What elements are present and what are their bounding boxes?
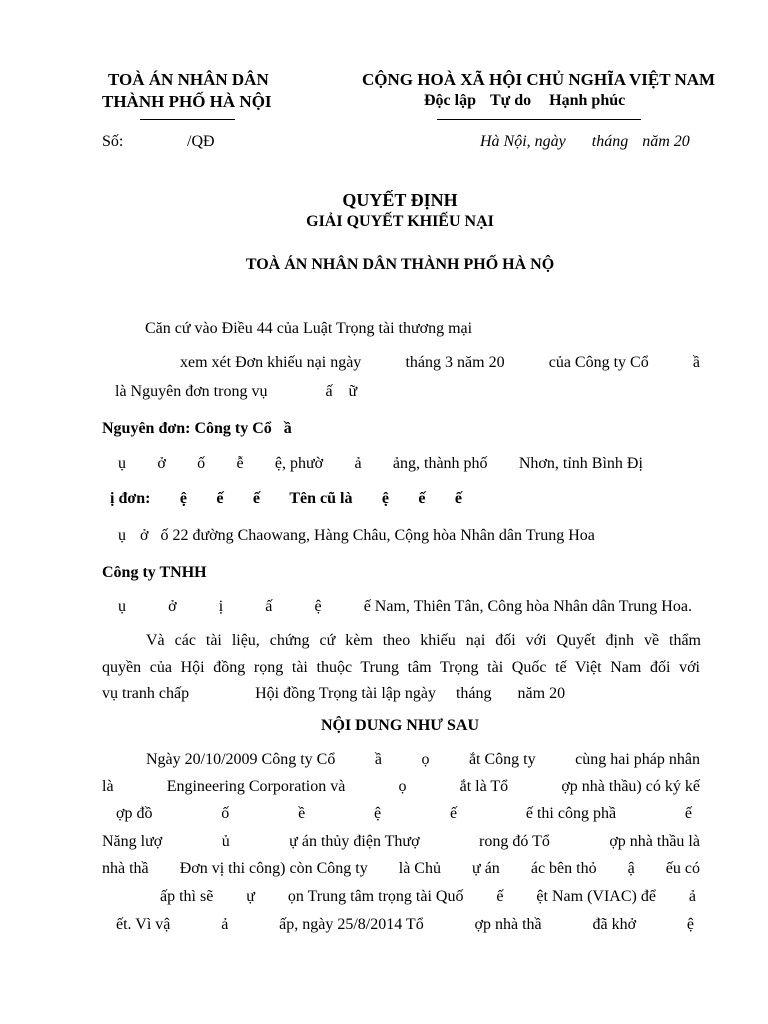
document-subtitle: GIẢI QUYẾT KHIẾU NẠI (306, 213, 494, 230)
complaint-consideration-line (180, 354, 700, 372)
text-part: Năng lượ (102, 833, 163, 850)
motto-part: Tự do (490, 92, 532, 109)
text-part: ệ (381, 490, 389, 507)
text-part: ầ (283, 420, 292, 437)
text-part: ếu có (665, 860, 700, 877)
text-part: ế (684, 805, 692, 822)
text-part: của Công ty Cổ (548, 354, 649, 371)
text-part: nhà thầ (102, 860, 149, 877)
documents-paragraph-line1: Và các tài liệu, chứng cứ kèm theo khiếu nại đối với Quyết định về thẩm (146, 632, 701, 649)
legal-basis: Căn cứ vào Điều 44 của Luật Trọng tài thương mại (145, 320, 473, 337)
text-part: là Chủ (398, 860, 441, 877)
court-name-line1: TOÀ ÁN NHÂN DÂN (108, 70, 269, 89)
text-part: ắt là Tổ (459, 778, 509, 795)
text-part: ế (454, 490, 462, 507)
text-part: là Nguyên đơn trong vụ (115, 383, 268, 400)
text-part: ác bên thỏ (530, 860, 597, 877)
documents-paragraph-line2: quyền của Hội đồng rọng tài thuộc Trung tâm Trọng tài Quốc tế Việt Nam đối với (102, 659, 700, 676)
text-part: ợp đồ (116, 805, 153, 822)
company-heading: Công ty TNHH (102, 564, 207, 581)
text-part: là (102, 778, 114, 795)
text-part: cùng hai pháp nhân (575, 751, 700, 768)
text-part: ắt Công ty (468, 751, 536, 768)
text-part: ế thi công phầ (525, 805, 617, 822)
text-part: ầ (692, 354, 700, 371)
text-part: ậ (627, 860, 635, 877)
content-line (102, 778, 700, 796)
text-part: ễ (236, 455, 244, 472)
motto-part: Độc lập (424, 92, 476, 109)
text-part: Hội đồng Trọng tài lập ngày (255, 685, 436, 702)
text-part: xem xét Đơn khiếu nại ngày (180, 354, 362, 371)
text-part: ảng, thành phố (392, 455, 488, 472)
text-part: ở (157, 455, 166, 472)
text-part: ự (246, 888, 255, 905)
place-date-part: năm 20 (642, 133, 690, 150)
content-line (116, 805, 692, 823)
text-part: ợp nhà thầu) có ký kế (561, 778, 700, 795)
text-part: ụ (118, 598, 126, 615)
text-part: ự án (472, 860, 500, 877)
content-line (102, 860, 700, 878)
national-motto (424, 92, 625, 110)
text-part: Đơn vị thi công) còn Công ty (179, 860, 368, 877)
text-part: ọn Trung tâm trọng tài Quố (287, 888, 464, 905)
text-part: Nguyên đơn: Công ty Cổ (102, 420, 272, 437)
text-part: ả (354, 455, 362, 472)
content-line (146, 751, 700, 769)
text-part: ấ (325, 383, 333, 400)
place-date-part: tháng (591, 133, 629, 150)
text-part: ở (140, 527, 149, 544)
text-part: ệ (314, 598, 322, 615)
text-part: ấp thì sẽ (160, 888, 214, 905)
text-part: ị (218, 598, 224, 615)
defendant-heading (110, 490, 462, 508)
text-part: ở (168, 598, 177, 615)
text-part: ệ (374, 805, 382, 822)
text-part: Engineering Corporation và (166, 778, 346, 795)
document-number-label: Số: (102, 133, 124, 150)
text-part: tháng 3 năm 20 (405, 354, 505, 371)
text-part: Tên cũ là (289, 490, 353, 507)
place-date (480, 133, 690, 151)
text-part: ả (221, 916, 229, 933)
text-part: đã khở (592, 916, 637, 933)
nation-title: CỘNG HOÀ XÃ HỘI CHỦ NGHĨA VIỆT NAM (362, 70, 716, 89)
text-part: ế (418, 490, 426, 507)
text-part: Nhơn, tỉnh Bình Đị (518, 455, 643, 472)
text-part: ụ (118, 455, 126, 472)
text-part: rong đó Tổ (479, 833, 550, 850)
text-part: ố (197, 455, 206, 472)
text-part: ệ, phườ (274, 455, 324, 472)
motto-part: Hạnh phúc (549, 92, 626, 109)
text-part: ấp, ngày 25/8/2014 Tổ (279, 916, 424, 933)
text-part: ề (298, 805, 306, 822)
court-underline (140, 119, 235, 120)
text-part: ế (216, 490, 224, 507)
document-number-suffix: /QĐ (187, 133, 215, 150)
text-part: ữ (348, 383, 358, 400)
company-address (118, 598, 692, 616)
content-line (116, 916, 694, 934)
court-name-line2: THÀNH PHỐ HÀ NỘI (102, 92, 272, 111)
section-heading: NỘI DUNG NHƯ SAU (320, 717, 480, 734)
text-part: ầ (374, 751, 382, 768)
text-part: ấ (265, 598, 273, 615)
place-date-part: Hà Nội, ngày (480, 133, 566, 150)
text-part: tháng (455, 685, 492, 702)
complaint-consideration-line2 (115, 383, 357, 401)
text-part: ự án thủy điện Thượ (289, 833, 420, 850)
documents-paragraph-line3 (102, 685, 565, 703)
text-part: ết. Vì vậ (116, 916, 171, 933)
motto-underline (437, 119, 641, 120)
text-part: ủ (221, 833, 230, 850)
issuing-authority: TOÀ ÁN NHÂN DÂN THÀNH PHỐ HÀ NỘ (245, 256, 555, 273)
text-part: ụ (118, 527, 126, 544)
text-part: ệ (179, 490, 187, 507)
text-part: năm 20 (517, 685, 566, 702)
content-line (102, 833, 700, 851)
text-part: ế (449, 805, 458, 822)
text-part: ệ (686, 916, 694, 933)
document-title: QUYẾT ĐỊNH (342, 190, 458, 210)
content-line (160, 888, 696, 906)
text-part: ọ (421, 751, 430, 768)
plaintiff-heading (102, 420, 292, 438)
defendant-address (118, 527, 595, 545)
text-part: ả (688, 888, 696, 905)
text-part: ế (496, 888, 504, 905)
text-part: ợp nhà thầ (474, 916, 542, 933)
text-part: ị đơn: (110, 490, 151, 507)
text-part: ế Nam, Thiên Tân, Công hòa Nhân dân Trung Hoa. (363, 598, 692, 615)
text-part: Ngày 20/10/2009 Công ty Cổ (146, 751, 336, 768)
text-part: ệt Nam (VIAC) để (536, 888, 656, 905)
text-part: vụ tranh chấp (102, 685, 190, 702)
text-part: ợp nhà thầu là (609, 833, 700, 850)
text-part: ọ (398, 778, 407, 795)
text-part: ế (252, 490, 260, 507)
plaintiff-address (118, 455, 643, 473)
text-part: ố (221, 805, 230, 822)
text-part: ố 22 đường Chaowang, Hàng Châu, Cộng hòa Nhân dân Trung Hoa (160, 527, 595, 544)
